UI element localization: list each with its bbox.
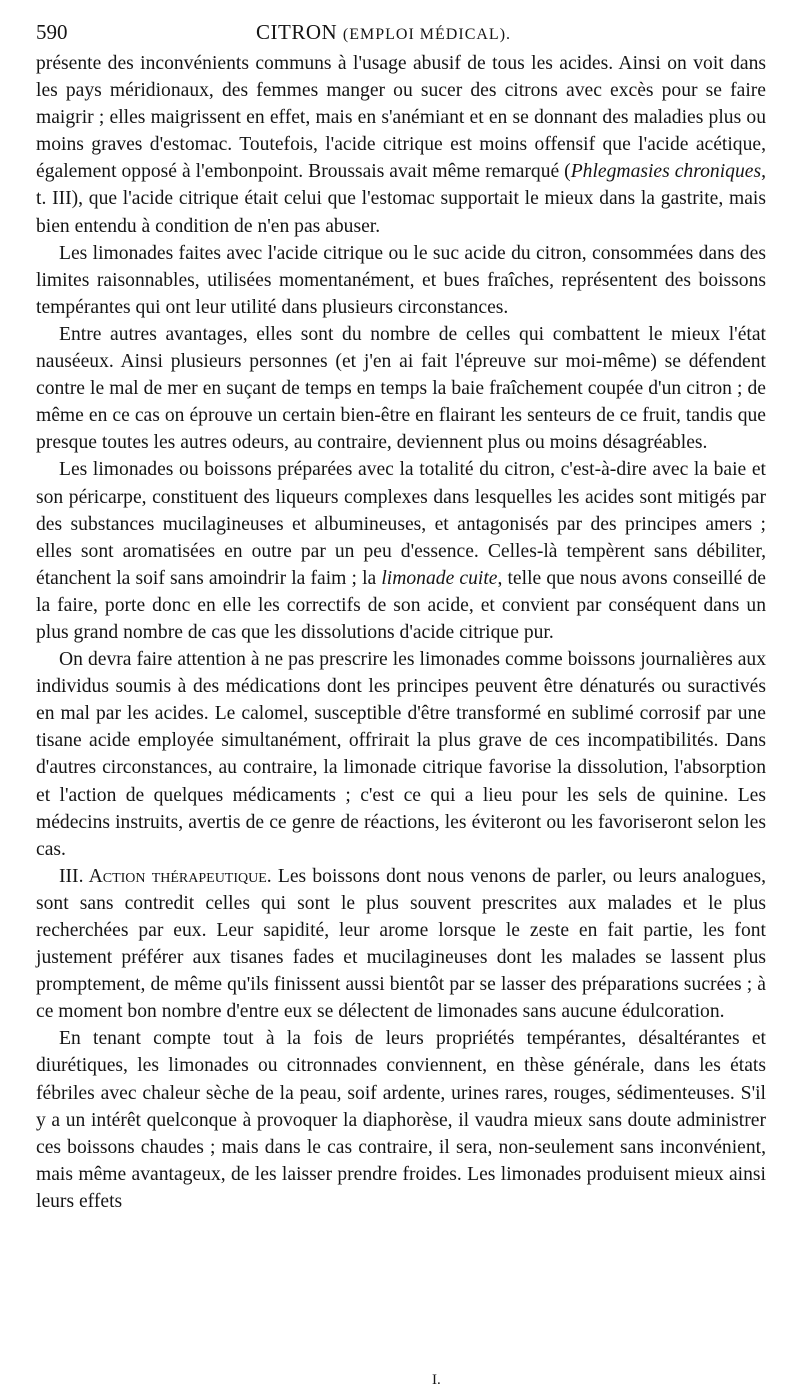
running-head xyxy=(256,20,511,45)
paragraph-4-italic: limonade cuite xyxy=(381,567,498,589)
paragraph-1b-after: , t. III), que l'acide citrique était celui que l'estomac supportait le mieux dans la gastrite, mais bien entendu à condition de n'en pas abuser. xyxy=(36,161,766,237)
paragraph-6 xyxy=(36,863,766,1026)
paragraph-1b-citation: Phlegmasies chroniques xyxy=(570,161,762,183)
signature-mark: I. xyxy=(432,1372,441,1388)
paragraph-7: En tenant compte tout à la fois de leurs propriétés tempérantes, désaltérantes et diurétiques, les limonades ou citronnades conviennent, en thèse générale, dans les états fébriles avec chaleur sèche de la peau, soif ardente, urines rares, rouges, sédimenteuses. S'il y a un intérêt quelconque à provoquer la diaphorèse, il vaudra mieux sans doute administrer ces boissons chaudes ; mais dans le cas contraire, il sera, non-seulement sans inconvénient, mais même avantageux, de les laisser prendre froides. Les limonades produisent mieux ainsi leurs effets xyxy=(36,1028,766,1212)
paragraph-1-text: présente des inconvénients communs à l'usage abusif de tous les acides. Ainsi on voit dans les pays méridionaux, des femmes manger ou sucer des citrons avec excès pour se faire maigrir ; elles maigrissent en effet, mais en s'anémiant et en se donnant des maladies plus ou moins graves d'estomac. Toutefois, l'acide citrique est moins offensif que l'acide acétique, également opposé à l'embonpoint. xyxy=(36,53,766,183)
paragraph-4-after: , telle que nous avons conseillé de la faire, porte donc en elle les correctifs de son acide, et convient par conséquent dans un plus grand nombre de cas que les dissolutions d'acide citrique pur. xyxy=(36,567,766,643)
paragraph-4 xyxy=(36,456,766,646)
paragraph-1b-before: Broussais avait même remarqué ( xyxy=(308,161,571,183)
paragraph-3: Entre autres avantages, elles sont du nombre de celles qui combattent le mieux l'état nauséeux. Ainsi plusieurs personnes (et j'en ai fait l'épreuve sur moi-même) se défendent contre le mal de mer en suçant de temps en temps la baie fraîchement coupée d'un citron ; de même en ce cas on éprouve un certain bien-être en flairant les senteurs de ce fruit, tandis que presque toutes les autres odeurs, au contraire, deviennent plus ou moins désagréables. xyxy=(36,323,766,454)
body-text xyxy=(36,50,766,1215)
paragraph-1 xyxy=(36,50,766,240)
running-head-title: CITRON xyxy=(256,20,338,44)
section-heading: III. Action thérapeutique. xyxy=(59,865,272,887)
paragraph-6-text: Les boissons dont nous venons de parler, ou leurs analogues, sont sans contredit celles qui sont le plus souvent prescrites aux malades et le plus recherchées par eux. Leur sapidité, leur arome lorsque le zeste en fait partie, les font justement préférer aux tisanes fades et mucilagineuses dont les malades se lassent plus promptement, de même qu'ils finissent aussi bientôt par se lasser des préparations sucrées ; à ce moment bon nombre d'entre eux se délectent de limonades sans aucune édulcoration. xyxy=(36,865,767,1023)
paragraph-2: Les limonades faites avec l'acide citrique ou le suc acide du citron, consommées dans des limites raisonnables, utilisées momentanément, et bues fraîches, représentent des boissons tempérantes qui ont leur utilité dans plusieurs circonstances. xyxy=(36,242,766,318)
paragraph-4-before: Les limonades ou boissons préparées avec la totalité du citron, c'est-à-dire avec la baie et son péricarpe, constituent des liqueurs complexes dans lesquelles les acides sont mitigés par des substances mucilagineuses et albumineuses, et antagonisés par des principes amers ; elles sont aromatisées en outre par un peu d'essence. Celles-là tempèrent sans débiliter, étanchent la soif sans amoindrir la faim ; la xyxy=(36,459,766,589)
page-number: 590 xyxy=(36,20,68,44)
running-head-subtitle: (EMPLOI MÉDICAL). xyxy=(342,26,512,43)
paragraph-5: On devra faire attention à ne pas prescrire les limonades comme boissons journalières aux individus soumis à des médications dont les principes peuvent être dénaturés ou suractivés en mal par les acides. Le calomel, susceptible d'être transformé en sublimé corrosif par une tisane acide employée simultanément, offrirait la plus grave de ces incompatibilités. Dans d'autres circonstances, au contraire, la limonade citrique favorise la dissolution, l'absorption et l'action de quelques médicaments ; c'est ce qui a lieu pour les sels de quinine. Les médecins instruits, avertis de ce genre de réactions, les éviteront ou les favoriseront selon les cas. xyxy=(36,649,766,860)
page-header xyxy=(36,20,766,50)
document-page xyxy=(36,20,766,1215)
